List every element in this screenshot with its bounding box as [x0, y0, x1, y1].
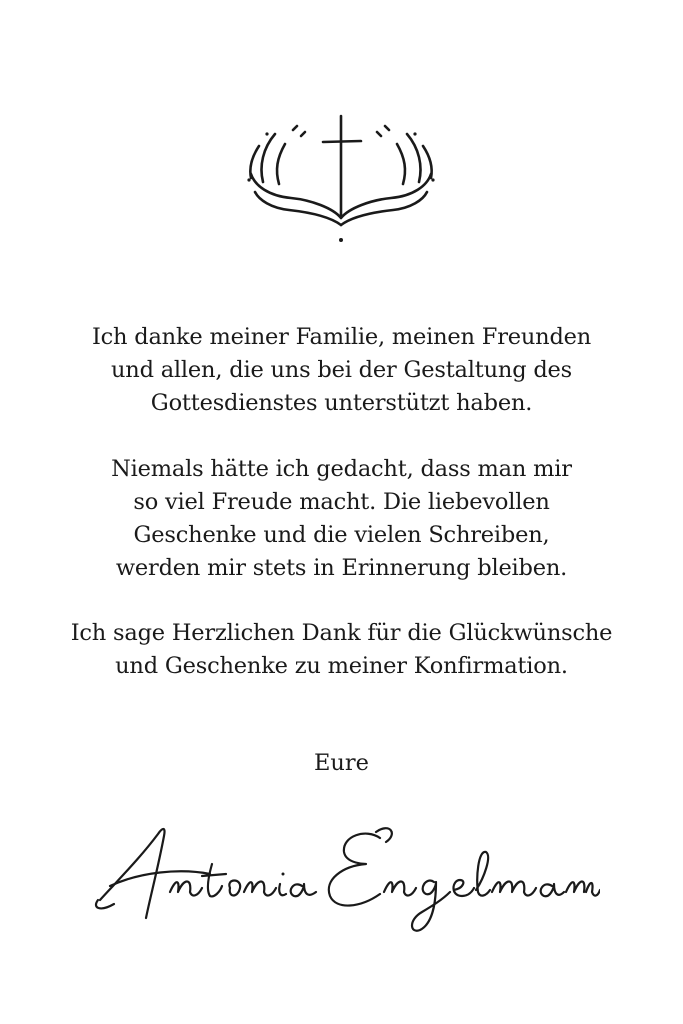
thanks-paragraph-2 [20, 453, 663, 585]
handwritten-signature [80, 808, 600, 938]
text-line: Ich danke meiner Familie, meinen Freunden [91, 324, 592, 350]
text-line: werden mir stets in Erinnerung bleiben. [115, 555, 568, 581]
text-line: Geschenke und die vielen Schreiben, [133, 522, 550, 548]
text-line: Gottesdienstes unterstützt haben. [150, 390, 533, 416]
text-line: Niemals hätte ich gedacht, dass man mir [111, 456, 572, 482]
text-line: so viel Freude macht. Die liebevollen [133, 489, 550, 515]
closing-salutation: Eure [314, 750, 369, 776]
thanks-paragraph-3 [20, 617, 663, 683]
text-line: und allen, die uns bei der Gestaltung des [110, 357, 573, 383]
cross-wreath-icon [241, 108, 441, 250]
text-line: und Geschenke zu meiner Konfirmation. [115, 653, 568, 679]
thanks-paragraph-1 [20, 321, 663, 420]
text-line: Ich sage Herzlichen Dank für die Glückwünsche [70, 620, 613, 646]
